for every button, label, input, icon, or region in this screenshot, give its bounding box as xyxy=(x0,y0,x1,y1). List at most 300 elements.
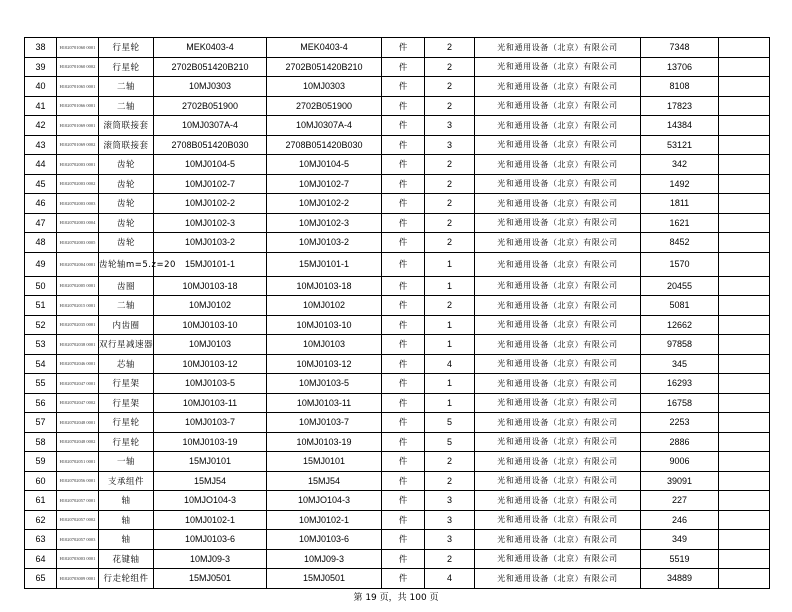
cell-supplier: 光和通用设备（北京）有限公司 xyxy=(475,471,641,491)
table-row xyxy=(25,510,770,530)
cell-no: 46 xyxy=(25,194,57,214)
cell-model: 10MJO104-3 xyxy=(154,491,267,511)
cell-supplier: 光和通用设备（北京）有限公司 xyxy=(475,276,641,296)
cell-qty: 1 xyxy=(425,335,475,355)
cell-qty: 1 xyxy=(425,374,475,394)
cell-qty: 2 xyxy=(425,57,475,77)
cell-blank xyxy=(719,135,770,155)
cell-blank xyxy=(719,549,770,569)
cell-qty: 2 xyxy=(425,213,475,233)
cell-no: 63 xyxy=(25,530,57,550)
cell-name: 轴 xyxy=(99,491,154,511)
table-row xyxy=(25,569,770,589)
cell-code: H1020702005 0001 xyxy=(57,276,99,296)
cell-name: 行走轮组件 xyxy=(99,569,154,589)
cell-spec: 10MJ0103-19 xyxy=(267,432,382,452)
cell-no: 62 xyxy=(25,510,57,530)
cell-code: H1020701060 0002 xyxy=(57,57,99,77)
cell-price: 20455 xyxy=(641,276,719,296)
cell-supplier: 光和通用设备（北京）有限公司 xyxy=(475,116,641,136)
cell-spec: 10MJ0103-18 xyxy=(267,276,382,296)
cell-qty: 5 xyxy=(425,432,475,452)
cell-spec: 10MJ0103-11 xyxy=(267,393,382,413)
table-row xyxy=(25,315,770,335)
cell-unit: 件 xyxy=(382,549,425,569)
cell-no: 39 xyxy=(25,57,57,77)
cell-qty: 2 xyxy=(425,38,475,58)
cell-model: 10MJ0103 xyxy=(154,335,267,355)
cell-blank xyxy=(719,252,770,276)
cell-price: 14384 xyxy=(641,116,719,136)
cell-model: 10MJ0307A-4 xyxy=(154,116,267,136)
cell-model: 15MJ54 xyxy=(154,471,267,491)
table-row xyxy=(25,471,770,491)
cell-name: 齿轮 xyxy=(99,213,154,233)
cell-supplier: 光和通用设备（北京）有限公司 xyxy=(475,315,641,335)
cell-code: H1020702003 0005 xyxy=(57,233,99,253)
table-row xyxy=(25,194,770,214)
cell-qty: 2 xyxy=(425,96,475,116)
cell-unit: 件 xyxy=(382,569,425,589)
cell-supplier: 光和通用设备（北京）有限公司 xyxy=(475,174,641,194)
cell-model: 10MJ0103-6 xyxy=(154,530,267,550)
cell-spec: 10MJ0102 xyxy=(267,296,382,316)
table-row xyxy=(25,452,770,472)
cell-supplier: 光和通用设备（北京）有限公司 xyxy=(475,413,641,433)
table-row xyxy=(25,38,770,58)
cell-qty: 3 xyxy=(425,116,475,136)
cell-price: 342 xyxy=(641,155,719,175)
cell-unit: 件 xyxy=(382,155,425,175)
cell-qty: 2 xyxy=(425,233,475,253)
cell-price: 2253 xyxy=(641,413,719,433)
cell-spec: 10MJ0102-3 xyxy=(267,213,382,233)
cell-spec: 2702B051420B210 xyxy=(267,57,382,77)
cell-qty: 2 xyxy=(425,174,475,194)
cell-blank xyxy=(719,116,770,136)
cell-spec: 10MJ0102-7 xyxy=(267,174,382,194)
cell-code: H1020701069 0001 xyxy=(57,116,99,136)
cell-no: 57 xyxy=(25,413,57,433)
cell-qty: 2 xyxy=(425,77,475,97)
table-row xyxy=(25,549,770,569)
cell-no: 41 xyxy=(25,96,57,116)
cell-name: 齿轮 xyxy=(99,174,154,194)
cell-spec: 15MJ0501 xyxy=(267,569,382,589)
cell-model: 10MJ0102-3 xyxy=(154,213,267,233)
table-row xyxy=(25,77,770,97)
cell-name: 二轴 xyxy=(99,77,154,97)
cell-unit: 件 xyxy=(382,354,425,374)
cell-no: 60 xyxy=(25,471,57,491)
cell-model: 10MJ0103-12 xyxy=(154,354,267,374)
cell-no: 54 xyxy=(25,354,57,374)
cell-price: 5519 xyxy=(641,549,719,569)
cell-name: 行星轮 xyxy=(99,57,154,77)
cell-blank xyxy=(719,233,770,253)
cell-supplier: 光和通用设备（北京）有限公司 xyxy=(475,393,641,413)
cell-name: 行星轮 xyxy=(99,413,154,433)
table-row xyxy=(25,530,770,550)
table-row xyxy=(25,413,770,433)
cell-name: 双行星减速器 xyxy=(99,335,154,355)
cell-qty: 1 xyxy=(425,252,475,276)
cell-name: 齿圈 xyxy=(99,276,154,296)
cell-unit: 件 xyxy=(382,530,425,550)
table-row xyxy=(25,432,770,452)
cell-unit: 件 xyxy=(382,452,425,472)
cell-code: H1020702003 0003 xyxy=(57,194,99,214)
page-footer: 第 19 页，共 100 页 xyxy=(353,593,439,603)
cell-spec: 10MJ0102-2 xyxy=(267,194,382,214)
cell-unit: 件 xyxy=(382,135,425,155)
cell-no: 53 xyxy=(25,335,57,355)
cell-unit: 件 xyxy=(382,57,425,77)
cell-code: H1020702047 0001 xyxy=(57,374,99,394)
cell-code: H1020701060 0001 xyxy=(57,38,99,58)
cell-supplier: 光和通用设备（北京）有限公司 xyxy=(475,96,641,116)
cell-price: 2886 xyxy=(641,432,719,452)
cell-price: 53121 xyxy=(641,135,719,155)
cell-code: H1020702015 0001 xyxy=(57,296,99,316)
cell-price: 97858 xyxy=(641,335,719,355)
cell-no: 49 xyxy=(25,252,57,276)
cell-unit: 件 xyxy=(382,413,425,433)
cell-blank xyxy=(719,510,770,530)
cell-code: H1020702048 0002 xyxy=(57,432,99,452)
cell-supplier: 光和通用设备（北京）有限公司 xyxy=(475,233,641,253)
table-row xyxy=(25,296,770,316)
cell-name: 二轴 xyxy=(99,96,154,116)
cell-supplier: 光和通用设备（北京）有限公司 xyxy=(475,57,641,77)
cell-code: H1020702048 0001 xyxy=(57,413,99,433)
cell-qty: 2 xyxy=(425,471,475,491)
cell-supplier: 光和通用设备（北京）有限公司 xyxy=(475,374,641,394)
cell-no: 65 xyxy=(25,569,57,589)
cell-spec: 15MJ0101-1 xyxy=(267,252,382,276)
cell-model: 10MJ0103-5 xyxy=(154,374,267,394)
table-row xyxy=(25,393,770,413)
cell-price: 7348 xyxy=(641,38,719,58)
table-row xyxy=(25,155,770,175)
cell-qty: 3 xyxy=(425,135,475,155)
cell-qty: 3 xyxy=(425,491,475,511)
cell-name: 一轴 xyxy=(99,452,154,472)
cell-code: H1020702038 0001 xyxy=(57,335,99,355)
cell-unit: 件 xyxy=(382,276,425,296)
cell-price: 349 xyxy=(641,530,719,550)
cell-spec: 15MJ0101 xyxy=(267,452,382,472)
cell-spec: 2702B051900 xyxy=(267,96,382,116)
cell-price: 9006 xyxy=(641,452,719,472)
cell-unit: 件 xyxy=(382,471,425,491)
cell-qty: 4 xyxy=(425,569,475,589)
cell-supplier: 光和通用设备（北京）有限公司 xyxy=(475,530,641,550)
cell-no: 51 xyxy=(25,296,57,316)
cell-blank xyxy=(719,194,770,214)
cell-no: 48 xyxy=(25,233,57,253)
cell-no: 55 xyxy=(25,374,57,394)
cell-blank xyxy=(719,491,770,511)
cell-price: 8108 xyxy=(641,77,719,97)
cell-name: 齿轮 xyxy=(99,233,154,253)
cell-no: 45 xyxy=(25,174,57,194)
cell-supplier: 光和通用设备（北京）有限公司 xyxy=(475,155,641,175)
table-row xyxy=(25,96,770,116)
cell-price: 246 xyxy=(641,510,719,530)
cell-qty: 2 xyxy=(425,194,475,214)
cell-price: 8452 xyxy=(641,233,719,253)
cell-supplier: 光和通用设备（北京）有限公司 xyxy=(475,77,641,97)
cell-supplier: 光和通用设备（北京）有限公司 xyxy=(475,252,641,276)
cell-price: 12662 xyxy=(641,315,719,335)
cell-name: 滚筒联接套 xyxy=(99,116,154,136)
cell-code: H1020702004 0001 xyxy=(57,252,99,276)
cell-unit: 件 xyxy=(382,252,425,276)
cell-model: 2702B051420B210 xyxy=(154,57,267,77)
cell-code: H1020702046 0001 xyxy=(57,354,99,374)
cell-qty: 1 xyxy=(425,315,475,335)
cell-blank xyxy=(719,276,770,296)
cell-qty: 2 xyxy=(425,296,475,316)
cell-price: 16758 xyxy=(641,393,719,413)
cell-code: H1020702057 0003 xyxy=(57,530,99,550)
cell-unit: 件 xyxy=(382,174,425,194)
cell-spec: 10MJ0103-12 xyxy=(267,354,382,374)
cell-code: H1020702003 0002 xyxy=(57,174,99,194)
cell-code: H1020701069 0002 xyxy=(57,135,99,155)
table-row xyxy=(25,135,770,155)
cell-name: 行星架 xyxy=(99,393,154,413)
table-row xyxy=(25,276,770,296)
cell-supplier: 光和通用设备（北京）有限公司 xyxy=(475,38,641,58)
cell-code: H1020702035 0001 xyxy=(57,315,99,335)
cell-supplier: 光和通用设备（北京）有限公司 xyxy=(475,510,641,530)
cell-unit: 件 xyxy=(382,393,425,413)
cell-price: 1492 xyxy=(641,174,719,194)
cell-blank xyxy=(719,530,770,550)
cell-supplier: 光和通用设备（北京）有限公司 xyxy=(475,335,641,355)
cell-code: H1020702003 0001 xyxy=(57,155,99,175)
cell-spec: 10MJ0104-5 xyxy=(267,155,382,175)
table-row xyxy=(25,57,770,77)
cell-spec: MEK0403-4 xyxy=(267,38,382,58)
cell-blank xyxy=(719,96,770,116)
cell-unit: 件 xyxy=(382,335,425,355)
cell-spec: 2708B051420B030 xyxy=(267,135,382,155)
cell-spec: 10MJ0103-5 xyxy=(267,374,382,394)
cell-unit: 件 xyxy=(382,374,425,394)
cell-model: 2708B051420B030 xyxy=(154,135,267,155)
cell-name: 滚筒联接套 xyxy=(99,135,154,155)
cell-no: 59 xyxy=(25,452,57,472)
cell-code: H1020701066 0001 xyxy=(57,96,99,116)
cell-blank xyxy=(719,354,770,374)
cell-spec: 10MJ0103-2 xyxy=(267,233,382,253)
cell-model: 15MJ0501 xyxy=(154,569,267,589)
cell-price: 39091 xyxy=(641,471,719,491)
cell-price: 1811 xyxy=(641,194,719,214)
cell-qty: 2 xyxy=(425,549,475,569)
cell-supplier: 光和通用设备（北京）有限公司 xyxy=(475,213,641,233)
cell-no: 64 xyxy=(25,549,57,569)
cell-unit: 件 xyxy=(382,233,425,253)
cell-supplier: 光和通用设备（北京）有限公司 xyxy=(475,452,641,472)
cell-unit: 件 xyxy=(382,116,425,136)
cell-no: 38 xyxy=(25,38,57,58)
cell-unit: 件 xyxy=(382,510,425,530)
table-row xyxy=(25,491,770,511)
cell-unit: 件 xyxy=(382,194,425,214)
cell-model: 10MJ0104-5 xyxy=(154,155,267,175)
cell-spec: 10MJ0307A-4 xyxy=(267,116,382,136)
cell-blank xyxy=(719,38,770,58)
table-row xyxy=(25,233,770,253)
cell-qty: 1 xyxy=(425,276,475,296)
cell-no: 44 xyxy=(25,155,57,175)
cell-blank xyxy=(719,315,770,335)
cell-no: 47 xyxy=(25,213,57,233)
cell-unit: 件 xyxy=(382,38,425,58)
cell-blank xyxy=(719,432,770,452)
cell-price: 1621 xyxy=(641,213,719,233)
cell-supplier: 光和通用设备（北京）有限公司 xyxy=(475,491,641,511)
cell-model: 10MJ0102-7 xyxy=(154,174,267,194)
cell-supplier: 光和通用设备（北京）有限公司 xyxy=(475,569,641,589)
cell-model: 10MJ0102-1 xyxy=(154,510,267,530)
cell-unit: 件 xyxy=(382,491,425,511)
cell-price: 13706 xyxy=(641,57,719,77)
cell-name: 齿轮 xyxy=(99,155,154,175)
cell-blank xyxy=(719,57,770,77)
cell-supplier: 光和通用设备（北京）有限公司 xyxy=(475,549,641,569)
cell-name: 轴 xyxy=(99,510,154,530)
cell-price: 5081 xyxy=(641,296,719,316)
cell-supplier: 光和通用设备（北京）有限公司 xyxy=(475,296,641,316)
cell-blank xyxy=(719,335,770,355)
cell-code: H1020703003 0001 xyxy=(57,549,99,569)
cell-name: 支承组件 xyxy=(99,471,154,491)
cell-model: 10MJ0102 xyxy=(154,296,267,316)
cell-name: 行星轮 xyxy=(99,38,154,58)
cell-unit: 件 xyxy=(382,77,425,97)
cell-model: 15MJ0101-1 xyxy=(154,252,267,276)
cell-code: H1020702056 0001 xyxy=(57,471,99,491)
cell-spec: 10MJ09-3 xyxy=(267,549,382,569)
cell-code: H1020702003 0004 xyxy=(57,213,99,233)
cell-price: 1570 xyxy=(641,252,719,276)
cell-qty: 1 xyxy=(425,393,475,413)
cell-qty: 5 xyxy=(425,413,475,433)
cell-model: 10MJ0103-11 xyxy=(154,393,267,413)
cell-code: H1020701065 0001 xyxy=(57,77,99,97)
cell-spec: 10MJO104-3 xyxy=(267,491,382,511)
cell-no: 43 xyxy=(25,135,57,155)
cell-model: 2702B051900 xyxy=(154,96,267,116)
cell-spec: 10MJ0103-7 xyxy=(267,413,382,433)
cell-code: H1020702057 0001 xyxy=(57,491,99,511)
cell-name: 二轴 xyxy=(99,296,154,316)
cell-name: 行星轮 xyxy=(99,432,154,452)
cell-blank xyxy=(719,452,770,472)
cell-blank xyxy=(719,569,770,589)
cell-model: 10MJ0102-2 xyxy=(154,194,267,214)
cell-code: H1020702047 0002 xyxy=(57,393,99,413)
cell-no: 42 xyxy=(25,116,57,136)
cell-price: 34889 xyxy=(641,569,719,589)
cell-model: 10MJ0103-7 xyxy=(154,413,267,433)
cell-supplier: 光和通用设备（北京）有限公司 xyxy=(475,194,641,214)
cell-no: 50 xyxy=(25,276,57,296)
cell-blank xyxy=(719,374,770,394)
cell-blank xyxy=(719,296,770,316)
cell-code: H1020702051 0001 xyxy=(57,452,99,472)
cell-no: 40 xyxy=(25,77,57,97)
cell-unit: 件 xyxy=(382,96,425,116)
cell-spec: 15MJ54 xyxy=(267,471,382,491)
cell-price: 17823 xyxy=(641,96,719,116)
cell-name: 内齿圈 xyxy=(99,315,154,335)
cell-no: 58 xyxy=(25,432,57,452)
cell-code: H1020703009 0001 xyxy=(57,569,99,589)
cell-unit: 件 xyxy=(382,296,425,316)
table-row xyxy=(25,374,770,394)
cell-supplier: 光和通用设备（北京）有限公司 xyxy=(475,432,641,452)
cell-blank xyxy=(719,471,770,491)
table-row xyxy=(25,116,770,136)
cell-no: 56 xyxy=(25,393,57,413)
cell-model: 10MJ0103-10 xyxy=(154,315,267,335)
cell-no: 52 xyxy=(25,315,57,335)
cell-name: 齿轮 xyxy=(99,194,154,214)
table-row xyxy=(25,354,770,374)
cell-price: 16293 xyxy=(641,374,719,394)
cell-name: 行星架 xyxy=(99,374,154,394)
cell-model: 10MJ0103-19 xyxy=(154,432,267,452)
cell-spec: 10MJ0102-1 xyxy=(267,510,382,530)
cell-name: 芯轴 xyxy=(99,354,154,374)
table-row xyxy=(25,174,770,194)
cell-spec: 10MJ0103 xyxy=(267,335,382,355)
cell-qty: 2 xyxy=(425,452,475,472)
cell-blank xyxy=(719,155,770,175)
table-row xyxy=(25,335,770,355)
cell-qty: 3 xyxy=(425,530,475,550)
table-row xyxy=(25,252,770,276)
cell-unit: 件 xyxy=(382,315,425,335)
cell-model: 15MJ0101 xyxy=(154,452,267,472)
cell-blank xyxy=(719,174,770,194)
cell-name: 轴 xyxy=(99,530,154,550)
table-row xyxy=(25,213,770,233)
cell-blank xyxy=(719,77,770,97)
cell-price: 345 xyxy=(641,354,719,374)
cell-blank xyxy=(719,213,770,233)
cell-blank xyxy=(719,393,770,413)
cell-blank xyxy=(719,413,770,433)
cell-name: 花键轴 xyxy=(99,549,154,569)
cell-model: MEK0403-4 xyxy=(154,38,267,58)
cell-unit: 件 xyxy=(382,213,425,233)
cell-supplier: 光和通用设备（北京）有限公司 xyxy=(475,354,641,374)
cell-unit: 件 xyxy=(382,432,425,452)
cell-spec: 10MJ0103-6 xyxy=(267,530,382,550)
parts-table xyxy=(24,37,770,589)
cell-no: 61 xyxy=(25,491,57,511)
cell-supplier: 光和通用设备（北京）有限公司 xyxy=(475,135,641,155)
cell-code: H1020702057 0002 xyxy=(57,510,99,530)
cell-model: 10MJ0303 xyxy=(154,77,267,97)
